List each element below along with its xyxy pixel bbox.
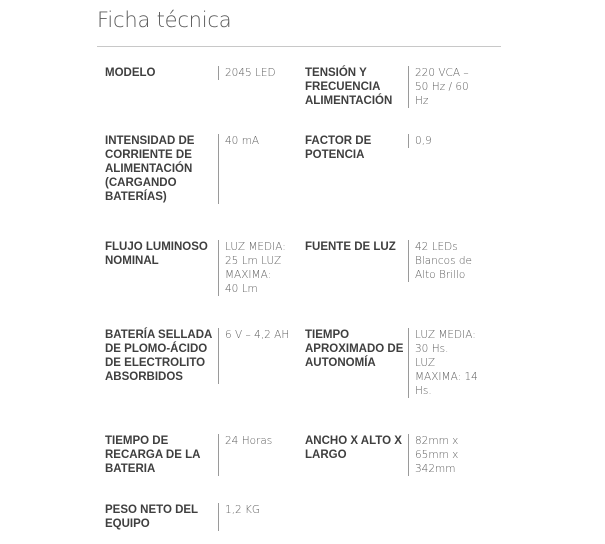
spec-value-line: MAXIMA: 14	[415, 371, 478, 383]
spec-label-line: FLUJO LUMINOSO	[105, 241, 208, 253]
spec-label-line: PESO NETO DEL	[105, 504, 199, 516]
spec-value-line: LUZ	[415, 357, 436, 369]
spec-label-line: FRECUENCIA	[305, 81, 381, 93]
spec-value-line: 30 Hs.	[415, 343, 449, 355]
spec-value-line: Alto Brillo	[415, 269, 466, 281]
spec-value-medidas	[408, 434, 485, 476]
spec-value-line: 82mm x	[415, 435, 459, 447]
spec-label-peso	[105, 503, 213, 531]
spec-label-line: FUENTE DE LUZ	[305, 241, 396, 253]
spec-label-line: POTENCIA	[305, 149, 365, 161]
spec-value-line: Hs.	[415, 385, 432, 397]
spec-label-line: DE ELECTROLITO	[105, 357, 206, 369]
spec-label-line: LARGO	[305, 449, 347, 461]
spec-label-autonomia	[305, 328, 403, 370]
spec-value-line: LUZ MEDIA:	[415, 329, 476, 341]
spec-label-line: EQUIPO	[105, 518, 150, 530]
spec-value-line: 342mm	[415, 463, 456, 475]
spec-label-line: BATERÍAS)	[105, 191, 167, 203]
spec-value-factor	[408, 134, 485, 148]
spec-value-bateria	[218, 328, 299, 384]
spec-label-line: TIEMPO DE	[105, 435, 169, 447]
spec-label-line: APROXIMADO DE	[305, 343, 404, 355]
spec-label-modelo	[105, 66, 213, 80]
spec-value-line: 25 Lm LUZ	[225, 255, 282, 267]
spec-label-line: TIEMPO	[305, 329, 350, 341]
spec-label-line: ALIMENTACIÓN	[305, 95, 393, 107]
spec-value-fuente	[408, 240, 485, 282]
spec-value-line: 40 mA	[225, 135, 260, 147]
spec-value-line: 2045 LED	[225, 67, 276, 79]
spec-value-line: Blancos de	[415, 255, 473, 267]
spec-label-tension	[305, 66, 403, 108]
spec-label-line: TENSIÓN Y	[305, 67, 367, 79]
spec-label-line: DE PLOMO-ÁCIDO	[105, 343, 208, 355]
spec-value-line: 65mm x	[415, 449, 459, 461]
spec-label-medidas	[305, 434, 403, 462]
spec-label-line: ANCHO X ALTO X	[305, 435, 402, 447]
spec-value-intensidad	[218, 134, 299, 204]
spec-label-line: FACTOR DE	[305, 135, 372, 147]
spec-value-recarga	[218, 434, 299, 476]
spec-label-line: CORRIENTE DE	[105, 149, 192, 161]
spec-value-line: MAXIMA:	[225, 269, 272, 281]
spec-value-line: 1,2 KG	[225, 504, 261, 516]
spec-value-line: 50 Hz / 60	[415, 81, 469, 93]
spec-label-line: INTENSIDAD DE	[105, 135, 195, 147]
spec-value-flujo	[218, 240, 299, 296]
spec-label-bateria	[105, 328, 213, 384]
spec-value-line: 42 LEDs	[415, 241, 458, 253]
spec-value-line: 0,9	[415, 135, 432, 147]
spec-label-flujo	[105, 240, 213, 268]
spec-label-line: (CARGANDO	[105, 177, 177, 189]
spec-label-line: ABSORBIDOS	[105, 371, 183, 383]
title-divider	[97, 46, 501, 47]
spec-label-line: ALIMENTACIÓN	[105, 163, 193, 175]
spec-value-line: 6 V – 4,2 AH	[225, 329, 290, 341]
spec-label-intensidad	[105, 134, 213, 204]
spec-label-line: RECARGA DE LA	[105, 449, 201, 461]
spec-value-tension	[408, 66, 485, 108]
spec-value-modelo	[218, 66, 299, 80]
spec-value-line: 220 VCA –	[415, 67, 469, 79]
spec-value-line: Hz	[415, 95, 429, 107]
spec-label-line: AUTONOMÍA	[305, 357, 376, 369]
spec-value-peso	[218, 503, 299, 531]
spec-label-line: BATERÍA SELLADA	[105, 329, 213, 341]
spec-label-line: MODELO	[105, 67, 156, 79]
spec-value-line: 24 Horas	[225, 435, 273, 447]
spec-label-fuente	[305, 240, 403, 254]
spec-label-line: BATERIA	[105, 463, 156, 475]
page-title: Ficha técnica	[97, 8, 232, 32]
spec-label-recarga	[105, 434, 213, 476]
spec-value-line: LUZ MEDIA:	[225, 241, 286, 253]
spec-value-line: 40 Lm	[225, 283, 258, 295]
spec-label-factor	[305, 134, 403, 162]
spec-label-line: NOMINAL	[105, 255, 159, 267]
spec-value-autonomia	[408, 328, 485, 398]
